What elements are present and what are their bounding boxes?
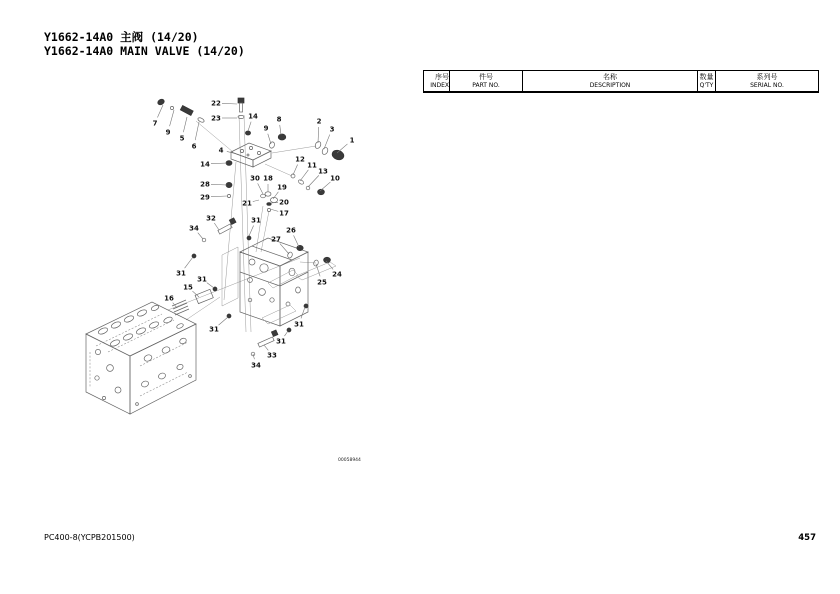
header-description: 名称 DESCRIPTION xyxy=(523,71,698,91)
callout-leader-line xyxy=(198,233,203,239)
parts-table-header xyxy=(424,71,818,92)
callout-leader-line xyxy=(170,110,174,126)
diagram-callout: 5 xyxy=(179,134,185,143)
diagram-callout: 31 xyxy=(209,325,219,334)
callout-leader-line xyxy=(300,170,308,181)
callout-leader-line xyxy=(320,182,330,191)
figure-code: 00058944 xyxy=(338,458,361,463)
diagram-callout: 28 xyxy=(200,180,210,189)
diagram-callout: 2 xyxy=(316,117,322,126)
callout-leader-line xyxy=(316,264,320,276)
diagram-callout: 8 xyxy=(276,115,282,124)
header-index: 序号 INDEX xyxy=(424,71,450,91)
diagram-callout: 12 xyxy=(295,155,305,164)
callout-leader-line xyxy=(157,105,163,118)
callout-leader-line xyxy=(258,183,263,194)
diagram-callout: 22 xyxy=(211,99,221,108)
header-qty: 数量 Q'TY xyxy=(698,71,716,91)
diagram-callout: 4 xyxy=(218,146,224,155)
callout-leader-line xyxy=(248,122,251,131)
construction-lines xyxy=(165,112,316,332)
callout-leader-line xyxy=(211,184,227,185)
callout-leader-line xyxy=(301,307,305,318)
diagram-callout: 14 xyxy=(248,112,258,121)
page-title xyxy=(44,30,245,58)
diagram-callout: 10 xyxy=(330,174,340,183)
diagram-callout: 19 xyxy=(277,183,287,192)
model-code: PC400-8(YCPB201500) xyxy=(44,533,135,542)
diagram-callout: 11 xyxy=(307,161,317,170)
callout-leader-line xyxy=(214,223,219,230)
diagram-callout: 23 xyxy=(211,114,221,123)
callout-leader-line xyxy=(183,117,187,132)
header-part-no: 件号 PART NO. xyxy=(450,71,523,91)
diagram-callout: 32 xyxy=(206,214,216,223)
diagram-callout: 31 xyxy=(251,216,261,225)
diagram-callout: 15 xyxy=(183,283,193,292)
diagram-callout: 13 xyxy=(318,167,328,176)
page-number: 457 xyxy=(798,533,816,543)
diagram-callout: 34 xyxy=(189,224,199,233)
diagram-callout: 25 xyxy=(317,278,327,287)
diagram-callout: 16 xyxy=(164,294,174,303)
diagram-callout: 31 xyxy=(294,320,304,329)
diagram-callout: 34 xyxy=(251,361,261,370)
callout-leader-line xyxy=(337,144,347,153)
diagram-callout: 20 xyxy=(279,198,289,207)
callout-leader-line xyxy=(211,196,227,197)
diagram-callout: 21 xyxy=(242,199,252,208)
diagram-callout: 27 xyxy=(271,235,281,244)
diagram-callout: 1 xyxy=(349,136,355,145)
parts-diagram xyxy=(40,85,430,495)
diagram-callout: 33 xyxy=(267,351,277,360)
callout-leader-line xyxy=(253,354,254,359)
page-title-cn: Y1662-14A0 主阀 (14/20) xyxy=(44,30,199,44)
callout-leader-line xyxy=(294,235,299,247)
callout-leader-line xyxy=(264,345,268,350)
diagram-callout: 14 xyxy=(200,160,210,169)
callout-leader-line xyxy=(211,163,227,164)
diagram-callout: 29 xyxy=(200,193,210,202)
callout-leader-line xyxy=(185,257,193,268)
callout-leader-line xyxy=(293,164,298,175)
diagram-callout: 26 xyxy=(286,226,296,235)
callout-leader-line xyxy=(324,135,330,149)
diagram-callout: 30 xyxy=(250,174,260,183)
parts-table xyxy=(423,70,819,93)
callout-leader-line xyxy=(253,200,259,202)
callout-leader-line xyxy=(280,125,281,135)
callout-leader-line xyxy=(207,283,214,288)
diagram-callout: 24 xyxy=(332,270,342,279)
cover-plate xyxy=(231,143,271,167)
callout-leader-line xyxy=(308,175,319,187)
diagram-callout: 9 xyxy=(263,124,269,133)
diagram-callout: 7 xyxy=(152,119,158,128)
callout-leader-line xyxy=(195,122,199,140)
callout-leader-line xyxy=(222,103,237,104)
header-serial-no: 系列号 SERIAL NO. xyxy=(750,73,784,89)
callout-leader-line xyxy=(284,331,288,336)
hardware-parts xyxy=(157,98,345,356)
callout-leader-line xyxy=(270,209,278,211)
callout-leader-line xyxy=(268,134,271,144)
page-title-en: Y1662-14A0 MAIN VALVE (14/20) xyxy=(44,44,245,58)
callout-leader-line xyxy=(318,127,319,143)
diagram-callout: 9 xyxy=(165,128,171,137)
diagram-callout: 31 xyxy=(197,275,207,284)
diagram-callout: 31 xyxy=(276,337,286,346)
callout-leader-line xyxy=(249,225,254,236)
diagram-callout: 17 xyxy=(279,209,289,218)
diagram-callout: 18 xyxy=(263,174,273,183)
callout-leader-line xyxy=(219,317,228,325)
diagram-callout: 31 xyxy=(176,269,186,278)
main-valve-block xyxy=(86,302,196,414)
diagram-callout: 6 xyxy=(191,142,197,151)
diagram-callout: 3 xyxy=(329,125,335,134)
